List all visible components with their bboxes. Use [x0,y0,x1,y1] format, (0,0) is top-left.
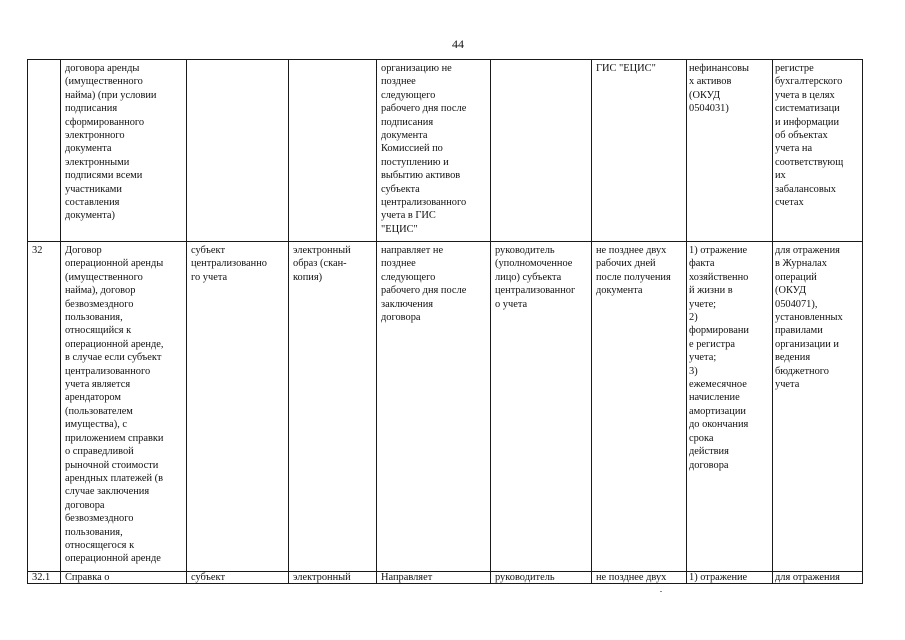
cell-deadline: не позднее двух рабочих дней после получения документа [592,242,687,572]
table-row [28,572,863,584]
cell-preparer: субъект [187,572,289,584]
cell-deadline: не позднее двух [592,572,687,584]
cell-form [289,60,377,242]
page-number: 44 [452,37,464,51]
cell-number [28,60,61,242]
cell-purpose: для отражения [773,572,863,584]
cell-purpose: для отражения в Журналах операций (ОКУД 0504071), установленных правилами организации и ведения бюджетного учета [773,242,863,572]
table-row [28,60,863,242]
cell-form: электронный [289,572,377,584]
table-row [28,242,863,572]
cell-deadline: ГИС "ЕЦИС" [592,60,687,242]
cell-preparer: субъект централизованно го учета [187,242,289,572]
cell-procedure: направляет не позднее следующего рабочего дня после заключения договора [377,242,491,572]
cell-actions: 1) отражение [687,572,773,584]
cell-actions: 1) отражение факта хозяйственно й жизни в учете; 2) формировани е регистра учета; 3) ежемесячное начисление амортизации до окончания срока действия договора [687,242,773,572]
cell-document-name: Справка о [61,572,187,584]
document-table [27,59,863,584]
cell-purpose: регистре бухгалтерского учета в целях систематизаци и информации об объектах учета на соответствующ их забалансовых счетах [773,60,863,242]
cell-responsible: руководитель (уполномоченное лицо) субъекта централизованног о учета [491,242,592,572]
cell-form: электронный образ (скан- копия) [289,242,377,572]
cell-actions: нефинансовы х активов (ОКУД 0504031) [687,60,773,242]
cell-procedure: организацию не позднее следующего рабочего дня после подписания документа Комиссией по поступлению и выбытию активов субъекта централизованного учета в ГИС "ЕЦИС" [377,60,491,242]
cell-number: 32.1 [28,572,61,584]
cell-responsible [491,60,592,242]
scan-speck [660,591,662,592]
cell-procedure: Направляет [377,572,491,584]
cell-document-name: договора аренды (имущественного найма) (при условии подписания сформированного электронного документа электронными подписями всеми участниками составления документа) [61,60,187,242]
cell-preparer [187,60,289,242]
cell-document-name: Договор операционной аренды (имущественного найма), договор безвозмездного пользования, относящийся к операционной аренде, в случае если субъект централизованного учета является арендатором (пользователем имущества), с приложением справки о справедливой рыночной стоимости арендных платежей (в случае заключения договора безвозмездного пользования, относящегося к операционной аренде [61,242,187,572]
cell-responsible: руководитель [491,572,592,584]
cell-number: 32 [28,242,61,572]
